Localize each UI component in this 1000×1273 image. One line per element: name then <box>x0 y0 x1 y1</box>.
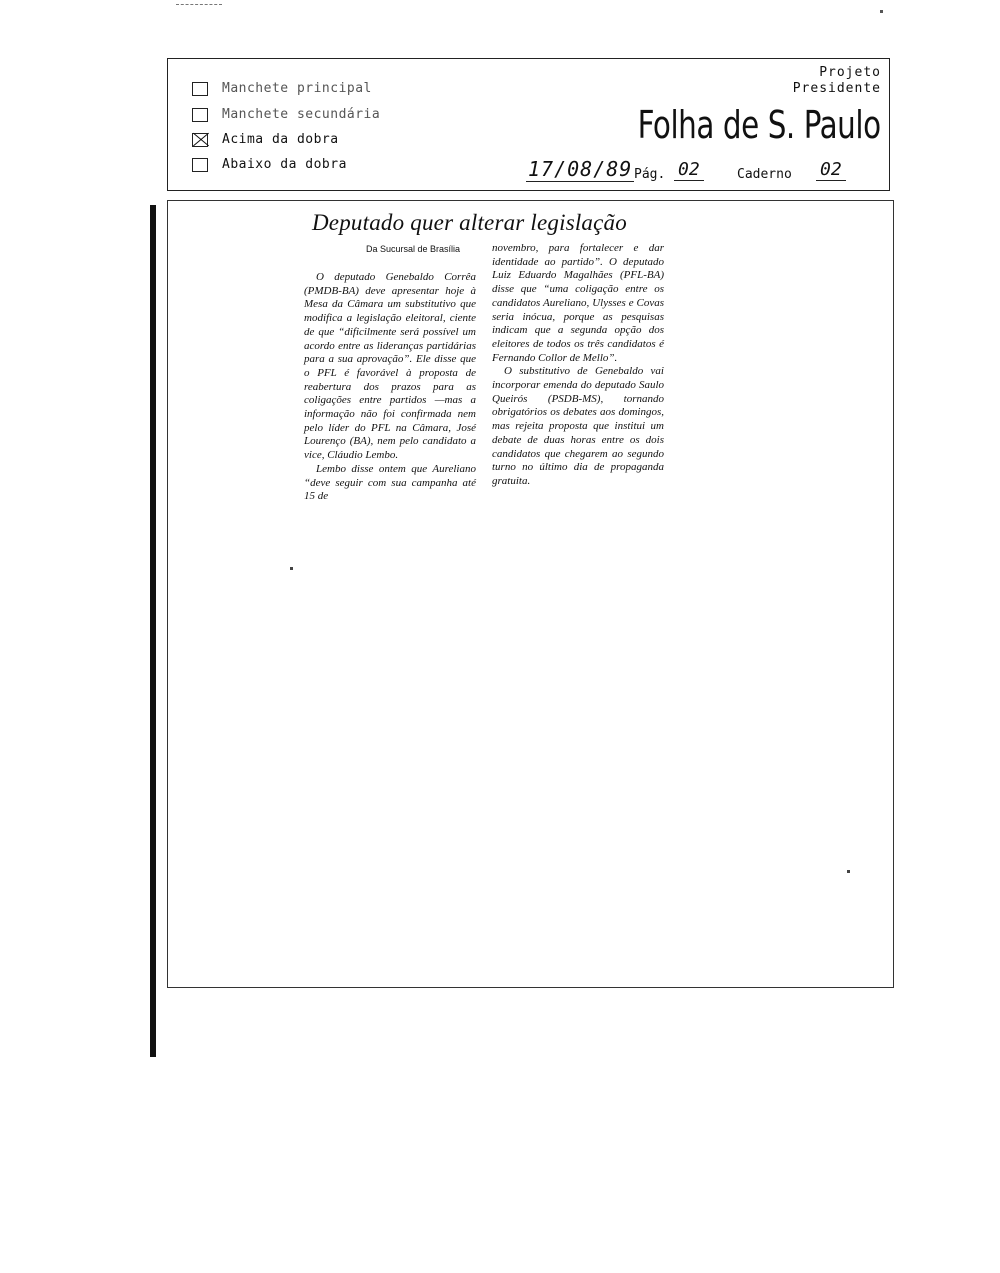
scan-speck <box>290 567 293 570</box>
article-column-2 <box>492 242 664 489</box>
option-label: Acima da dobra <box>222 132 339 147</box>
dateline <box>522 157 887 183</box>
checkbox-icon <box>192 82 208 96</box>
option-manchete-secundaria <box>192 107 380 122</box>
paragraph: novembro, para fortalecer e dar identidade ao partido”. O deputado Luiz Eduardo Magalhães (PFL-BA) disse que “uma coligação entre os candidatos Aureliano, Ulysses e Covas seria inócua, porque as pesquisas indicam que a segunda opção dos eleitores de todos os três candidatos é Fernando Collor de Mello”. <box>492 242 664 364</box>
scan-speck <box>847 870 850 873</box>
paragraph: Lembo disse ontem que Aureliano “deve seguir com sua campanha até 15 de <box>304 462 476 503</box>
scan-edge <box>150 205 156 1057</box>
article-credit: Da Sucursal de Brasília <box>366 244 461 254</box>
newspaper-name: Folha de S. Paulo <box>637 103 881 147</box>
scan-speck <box>880 10 883 13</box>
project-label: Projeto Presidente <box>792 65 881 96</box>
page-label: Pág. <box>634 167 666 182</box>
section-label: Caderno <box>737 167 792 182</box>
scan-mark <box>176 4 222 5</box>
option-abaixo-da-dobra <box>192 157 347 172</box>
checkbox-icon <box>192 158 208 172</box>
paragraph: O substitutivo de Genebaldo vai incorporar emenda do deputado Saulo Queirós (PSDB-MS), tornando obrigatórios os debates aos domingos, mas rejeita proposta que institui um debate de duas horas entre os dois candidatos que chegarem ao segundo turno no último dia de propaganda gratuita. <box>492 365 664 487</box>
option-manchete-principal <box>192 81 372 96</box>
article-headline: Deputado quer alterar legislação <box>312 210 627 235</box>
article-column-1 <box>304 271 476 504</box>
checked-box-icon <box>192 133 208 147</box>
paragraph: O deputado Genebaldo Corrêa (PMDB-BA) deve apresentar hoje à Mesa da Câmara um substitutivo que modifica a legislação eleitoral, ciente de que “dificilmente será possível um acordo entre as lideranças partidárias para a sua aprovação”. Ele disse que o PFL é favorável à proposta de reabertura dos prazos para as coligações entre partidos —mas a informação não foi confirmada nem pelo líder do PFL na Câmara, José Lourenço (BA), nem pelo candidato a vice, Cláudio Lembo. <box>304 271 476 462</box>
date-value: 17/08/89 <box>528 157 633 181</box>
section-value: 02 <box>816 159 846 181</box>
clipping-header <box>167 58 890 191</box>
option-label: Abaixo da dobra <box>222 157 347 172</box>
option-label: Manchete principal <box>222 81 372 96</box>
page-value: 02 <box>674 159 704 181</box>
option-acima-da-dobra <box>192 132 339 147</box>
option-label: Manchete secundária <box>222 107 381 122</box>
checkbox-icon <box>192 108 208 122</box>
